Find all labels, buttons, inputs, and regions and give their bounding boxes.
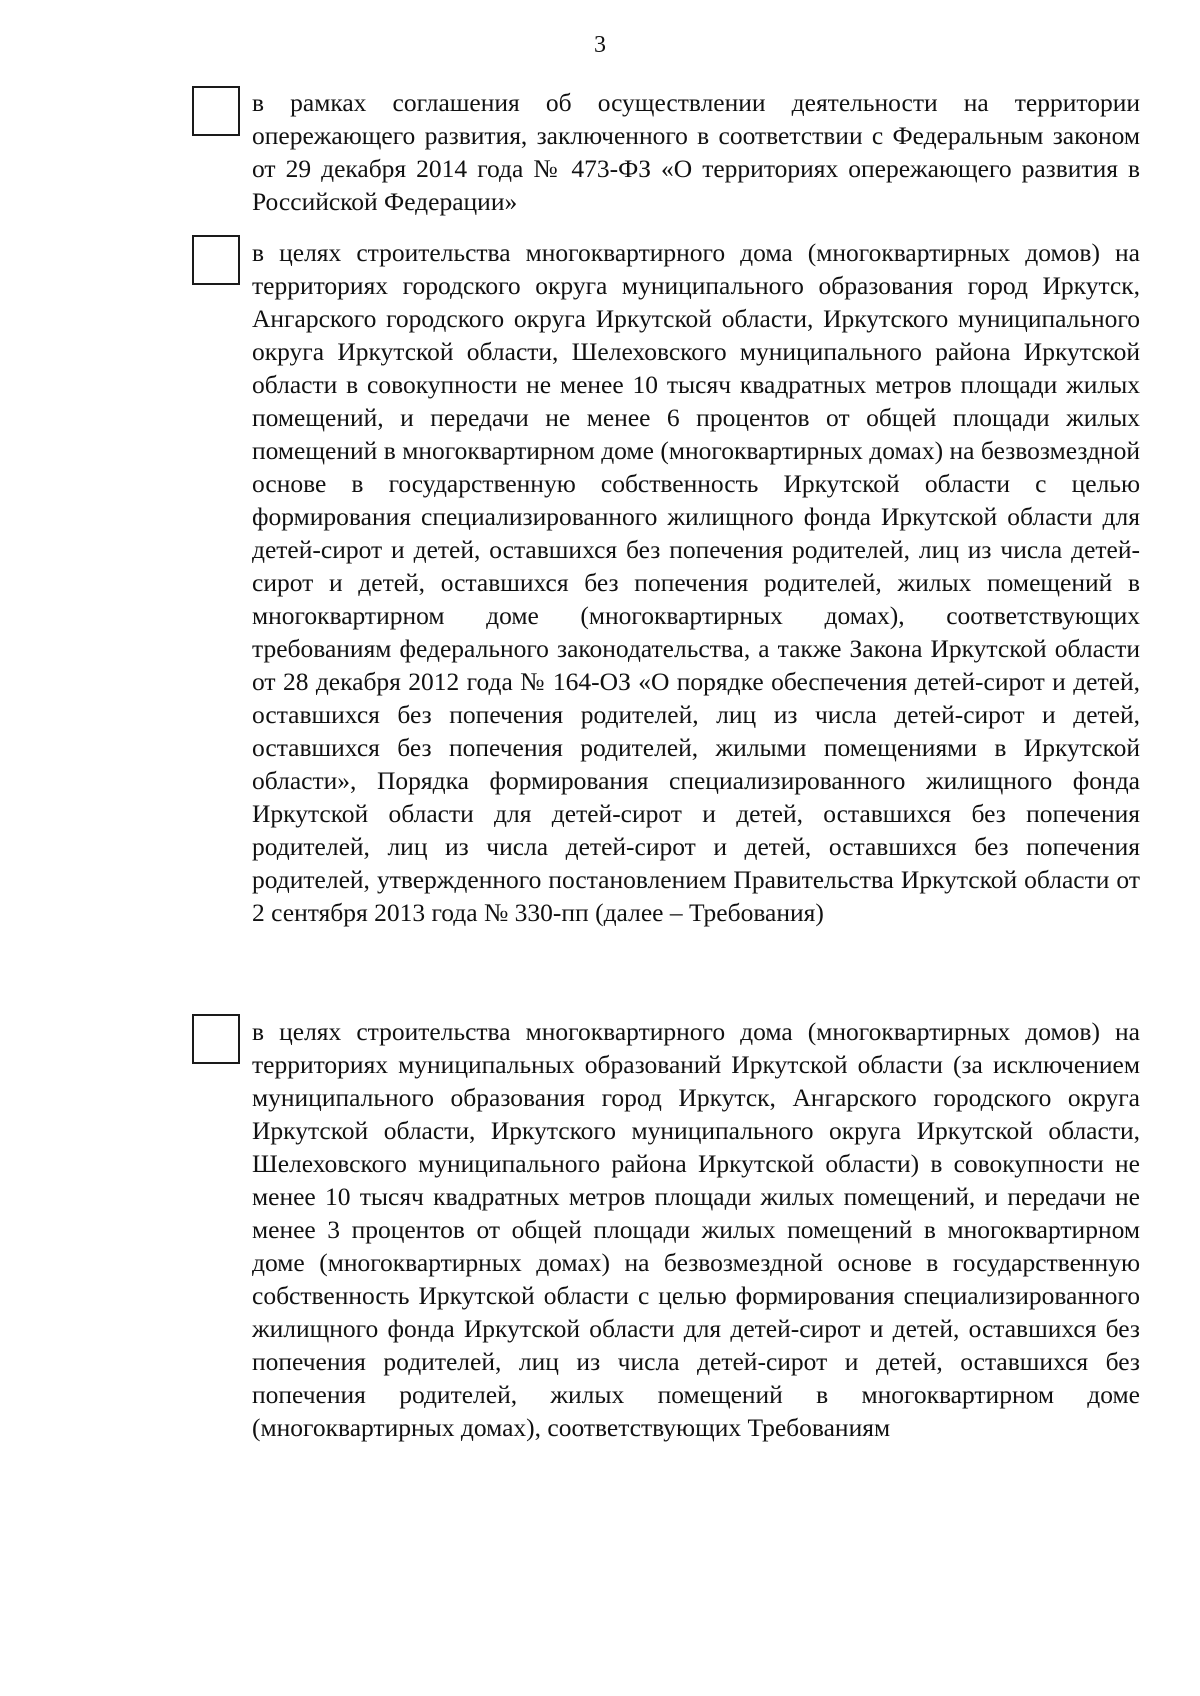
page-number: 3 (594, 32, 606, 58)
checkbox-other-municipalities[interactable] (192, 1014, 240, 1064)
checkbox-tor-agreement[interactable] (192, 86, 240, 136)
option-text: в целях строительства многоквартирного дома (многоквартирных домов) на территориях муниципальных образований Иркутской области (за исключением муниципального образования город Иркутск, Ангарского городского округа Иркутской области, Иркутского муниципального округа Иркутской области, Шелеховского муниципального района Иркутской области) в совокупности не менее 10 тысяч квадратных метров площади жилых помещений, и передачи не менее 3 процентов от общей площади жилых помещений в многоквартирном доме (многоквартирных домах) на безвозмездной основе в государственную собственность Иркутской области с целью формирования специализированного жилищного фонда Иркутской области для детей-сирот и детей, оставшихся без попечения родителей, лиц из числа детей-сирот и детей, оставшихся без попечения родителей, жилых помещений в многоквартирном доме (многоквартирных домах), соответствующих Требованиям (252, 1017, 1140, 1442)
option-other-municipalities (192, 1015, 1140, 1444)
option-tor-agreement (192, 86, 1140, 218)
checkbox-irkutsk-agglomeration[interactable] (192, 235, 240, 285)
option-irkutsk-agglomeration (192, 236, 1140, 929)
option-text: в рамках соглашения об осуществлении деятельности на территории опережающего развития, заключенного в соответствии с Федеральным законом от 29 декабря 2014 года № 473-ФЗ «О территориях опережающего развития в Российской Федерации» (252, 88, 1140, 216)
option-text: в целях строительства многоквартирного дома (многоквартирных домов) на территориях городского округа муниципального образования город Иркутск, Ангарского городского округа Иркутской области, Иркутского муниципального округа Иркутской области, Шелеховского муниципального района Иркутской области в совокупности не менее 10 тысяч квадратных метров площади жилых помещений, и передачи не менее 6 процентов от общей площади жилых помещений в многоквартирном доме (многоквартирных домах) на безвозмездной основе в государственную собственность Иркутской области с целью формирования специализированного жилищного фонда Иркутской области для детей-сирот и детей, оставшихся без попечения родителей, лиц из числа детей-сирот и детей, оставшихся без попечения родителей, жилых помещений в многоквартирном доме (многоквартирных домах), соответствующих требованиям федерального законодательства, а также Закона Иркутской области от 28 декабря 2012 года № 164-ОЗ «О порядке обеспечения детей-сирот и детей, оставшихся без попечения родителей, лиц из числа детей-сирот и детей, оставшихся без попечения родителей, жилыми помещениями в Иркутской области», Порядка формирования специализированного жилищного фонда Иркутской области для детей-сирот и детей, оставшихся без попечения родителей, лиц из числа детей-сирот и детей, оставшихся без попечения родителей, утвержденного постановлением Правительства Иркутской области от 2 сентября 2013 года № 330-пп (далее – Требования) (252, 238, 1140, 927)
